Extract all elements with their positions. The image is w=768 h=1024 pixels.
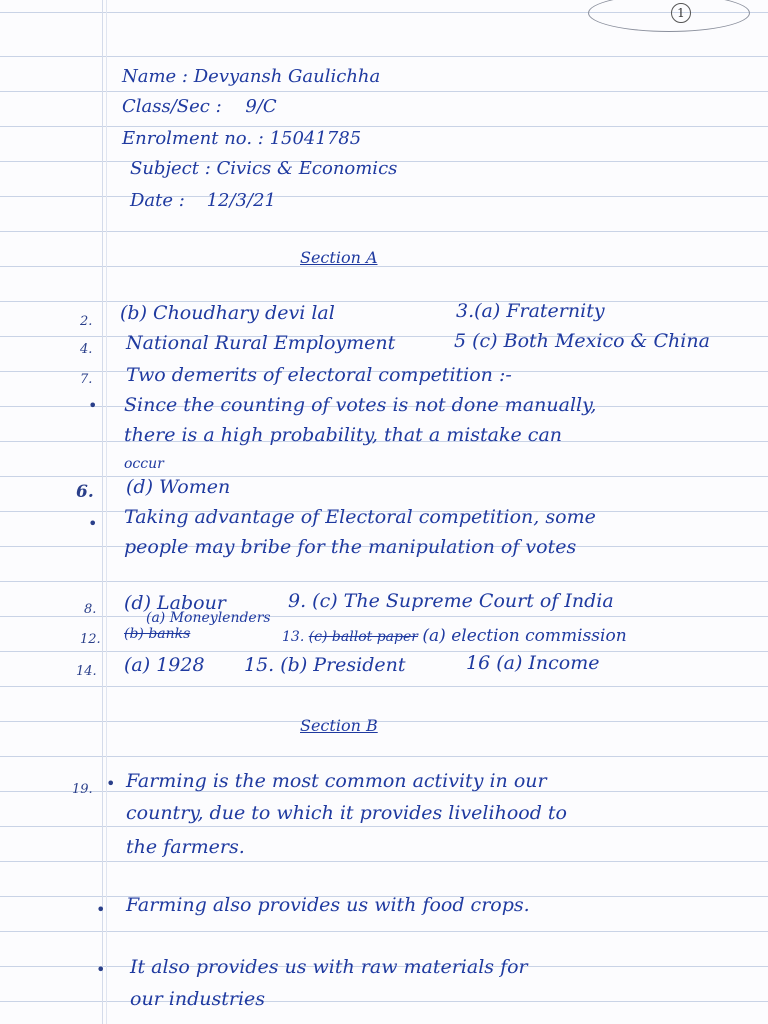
answer-q13-struck: (c) ballot paper [308, 629, 418, 645]
enrolment-label: Enrolment no. : [122, 128, 264, 149]
q19-para2-line1: Farming also provides us with food crops. [126, 894, 530, 916]
bullet: • [96, 960, 106, 979]
bullet: • [88, 396, 98, 415]
question-number: 4. [80, 342, 93, 357]
q7-point1-line1: Since the counting of votes is not done manually, [124, 394, 597, 416]
answer-q15: 15. (b) President [244, 654, 406, 676]
q19-para1-line3: the farmers. [126, 836, 245, 858]
subject-value: Civics & Economics [216, 158, 398, 179]
answer-q13-line [282, 626, 627, 646]
answer-q13: (a) election commission [422, 626, 627, 646]
date-line [130, 190, 276, 211]
answer-q9: 9. (c) The Supreme Court of India [288, 590, 614, 612]
answer-q14: (a) 1928 [124, 654, 205, 676]
question-number: 2. [80, 314, 93, 329]
q7-heading: Two demerits of electoral competition :- [126, 364, 512, 386]
bullet: • [106, 774, 116, 793]
subject-label: Subject : [130, 158, 211, 179]
q19-para1-line2: country, due to which it provides livelihood to [126, 802, 567, 824]
subject-line [130, 158, 397, 179]
answer-q12-correction: (a) Moneylenders [146, 610, 271, 626]
answer-q5: 5 (c) Both Mexico & China [454, 330, 710, 352]
name-label: Name : [122, 66, 188, 87]
margin-line [102, 0, 103, 1024]
q13-number: 13. [282, 629, 305, 645]
student-name: Devyansh Gaulichha [193, 66, 381, 87]
answer-q2: (b) Choudhary devi lal [120, 302, 335, 324]
date-label: Date : [130, 190, 185, 211]
question-number: 19. [72, 782, 93, 797]
enrolment-value: 15041785 [269, 128, 362, 149]
class-line [122, 96, 277, 117]
section-b-title: Section B [300, 716, 378, 735]
q7-point2-line2: people may bribe for the manipulation of votes [124, 536, 577, 558]
bullet: • [96, 900, 106, 919]
answer-q16: 16 (a) Income [466, 652, 600, 674]
bullet: • [88, 514, 98, 533]
question-number: 6. [76, 482, 94, 502]
question-number: 8. [84, 602, 97, 617]
question-number: 14. [76, 664, 97, 679]
q19-para3-line2: our industries [130, 988, 266, 1010]
enrolment-line [122, 128, 361, 149]
answer-q6: (d) Women [126, 476, 231, 498]
page-number: 1 [671, 3, 691, 23]
question-number: 7. [80, 372, 93, 387]
margin-line [106, 0, 107, 1024]
class-value: 9/C [245, 96, 277, 117]
name-line [122, 66, 380, 87]
class-label: Class/Sec : [122, 96, 222, 117]
answer-q12-struck: (b) banks [124, 626, 191, 642]
q7-point2-line1: Taking advantage of Electoral competition, some [124, 506, 596, 528]
q7-point1-line2: there is a high probability, that a mistake can [124, 424, 563, 446]
q19-para1-line1: Farming is the most common activity in our [126, 770, 547, 792]
q7-point1-line3: occur [124, 456, 164, 472]
answer-q4: National Rural Employment [126, 332, 396, 354]
q19-para3-line1: It also provides us with raw materials for [130, 956, 528, 978]
section-a-title: Section A [300, 248, 378, 267]
page-number-stamp [588, 0, 750, 32]
date-value: 12/3/21 [206, 190, 276, 211]
answer-q3: 3.(a) Fraternity [456, 300, 605, 322]
question-number: 12. [80, 632, 101, 647]
answer-q8: (d) Labour [124, 592, 226, 614]
